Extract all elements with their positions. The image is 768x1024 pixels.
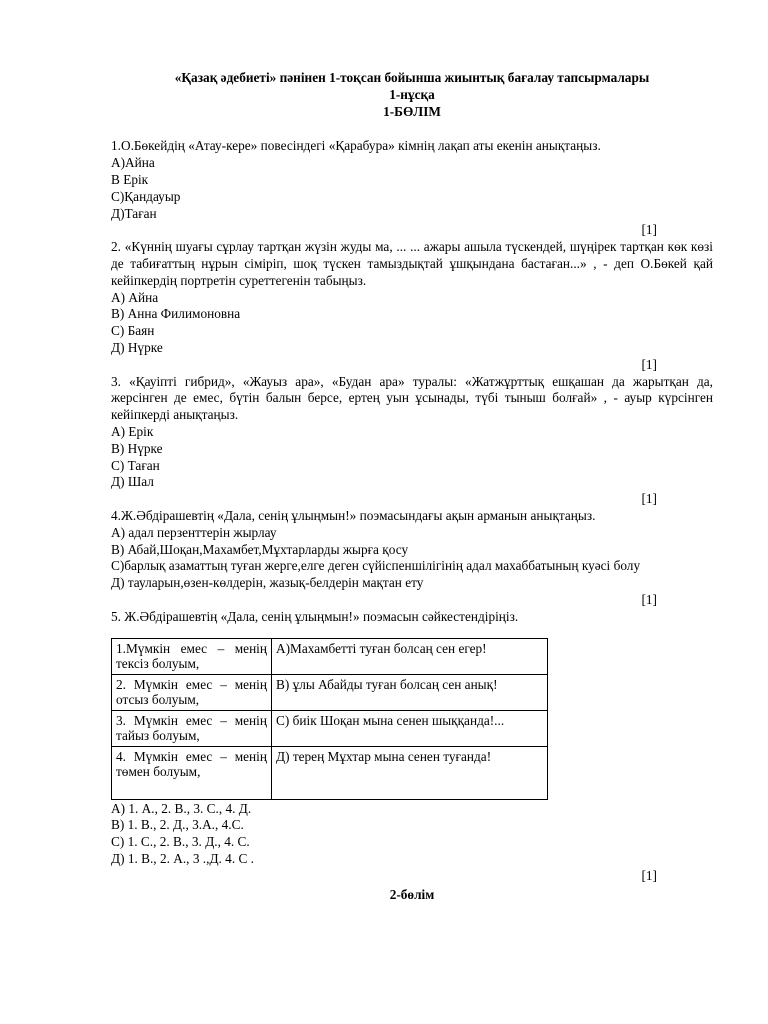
table-row — [112, 710, 548, 746]
table-cell-left: 4. Мүмкін емес – менің төмен болуым, — [112, 746, 272, 799]
question-2 — [111, 239, 713, 373]
answer-option: Д) Шал — [111, 474, 154, 490]
answer-option: В) Нүрке — [111, 440, 163, 456]
answer-option: А) адал перзенттерін жырлау — [111, 524, 277, 540]
document-body — [111, 68, 713, 904]
answer-option: А) 1. А., 2. В., 3. С., 4. Д. — [111, 800, 252, 816]
table-row — [112, 746, 548, 799]
question-1 — [111, 138, 713, 239]
section-2-heading: 2-бөлім — [389, 887, 435, 903]
question-4 — [111, 508, 713, 609]
score-mark: [1] — [641, 222, 657, 238]
question-text: 1.О.Бөкейдің «Атау-кере» повесіндегі «Қарабура» кімнің лақап аты екенін анықтаңыз. — [111, 138, 601, 154]
table-row — [112, 674, 548, 710]
answer-option: В Ерік — [111, 171, 149, 187]
question-text: 4.Ж.Әбдірашевтің «Дала, сенің ұлыңмын!» поэмасындағы ақын арманын анықтаңыз. — [111, 507, 596, 523]
answer-option: Д) тауларын,өзен-көлдерін, жазық-белдерін мақтан ету — [111, 575, 424, 591]
table-cell-right: А)Махамбетті туған болсаң сен егер! — [272, 638, 548, 674]
answer-option: В) Абай,Шоқан,Махамбет,Мұхтарларды жырға қосу — [111, 541, 409, 557]
answer-option: С)барлық азаматтың туған жерге,елге деген сүйіспеншілігінің адал махаббатының куәсі болу — [111, 558, 641, 574]
question-text: 2. «Күннің шуағы сұрлау тартқан жүзін жуды ма, ... ... ажары ашыла түскендей, шүңірек тартқан көк көзі де табиғаттың нұрын сіміріп, шоқ түскен тамыздықтай ұшқындана бастаған...» , - деп О.Бөкей қай кейіпкердің портретін суреттегенін табыңыз. — [111, 239, 713, 288]
variant-heading: 1-нұсқа — [389, 86, 435, 102]
part-heading: 1-БӨЛІМ — [383, 103, 441, 119]
question-text: 3. «Қауіпті гибрид», «Жауыз ара», «Будан ара» туралы: «Жатжұрттық ешқашан да жарытқан да, жерсінген де емес, бүтін балын берсе, ертең уын ұсынады, түбі тыныш болғай» , - ауыр күрсінген кейіпкерді анықтаңыз. — [111, 373, 713, 423]
answer-option: В) Анна Филимоновна — [111, 306, 241, 322]
answer-option: В) 1. В., 2. Д., 3.А., 4.С. — [111, 817, 244, 833]
answer-option: С)Қандауыр — [111, 188, 181, 204]
answer-option: С) 1. С., 2. В., 3. Д., 4. С. — [111, 834, 250, 850]
answer-option: Д) Нүрке — [111, 339, 163, 355]
answer-option: Д) 1. В., 2. А., 3 .,Д. 4. С . — [111, 850, 254, 866]
answer-option: А)Айна — [111, 155, 155, 171]
table-cell-right: С) биік Шоқан мына сенен шыққанда!... — [272, 710, 548, 746]
answer-options — [111, 801, 713, 868]
table-row — [112, 638, 548, 674]
score-mark: [1] — [641, 867, 657, 883]
answer-option: А) Айна — [111, 289, 159, 305]
question-5 — [111, 609, 713, 885]
question-text: 5. Ж.Әбдірашевтің «Дала, сенің ұлыңмын!» поэмасын сәйкестендіріңіз. — [111, 608, 519, 624]
score-mark: [1] — [641, 491, 657, 507]
matching-table — [111, 638, 548, 800]
table-cell-right: Д) терең Мұхтар мына сенен туғанда! — [272, 746, 548, 799]
answer-option: А) Ерік — [111, 423, 154, 439]
answer-option: С) Таған — [111, 457, 160, 473]
document-title: «Қазақ әдебиеті» пәнінен 1-тоқсан бойынша жиынтық бағалау тапсырмалары — [174, 70, 650, 85]
score-mark: [1] — [641, 591, 657, 607]
table-cell-left: 2. Мүмкін емес – менің отсыз болуым, — [112, 674, 272, 710]
table-cell-left: 3. Мүмкін емес – менің тайыз болуым, — [112, 710, 272, 746]
table-cell-right: В) ұлы Абайды туған болсаң сен анық! — [272, 674, 548, 710]
table-cell-left: 1.Мүмкін емес – менің тексіз болуым, — [112, 638, 272, 674]
question-3 — [111, 374, 713, 508]
score-mark: [1] — [641, 356, 657, 372]
answer-option: С) Баян — [111, 323, 155, 339]
answer-option: Д)Таған — [111, 205, 157, 221]
